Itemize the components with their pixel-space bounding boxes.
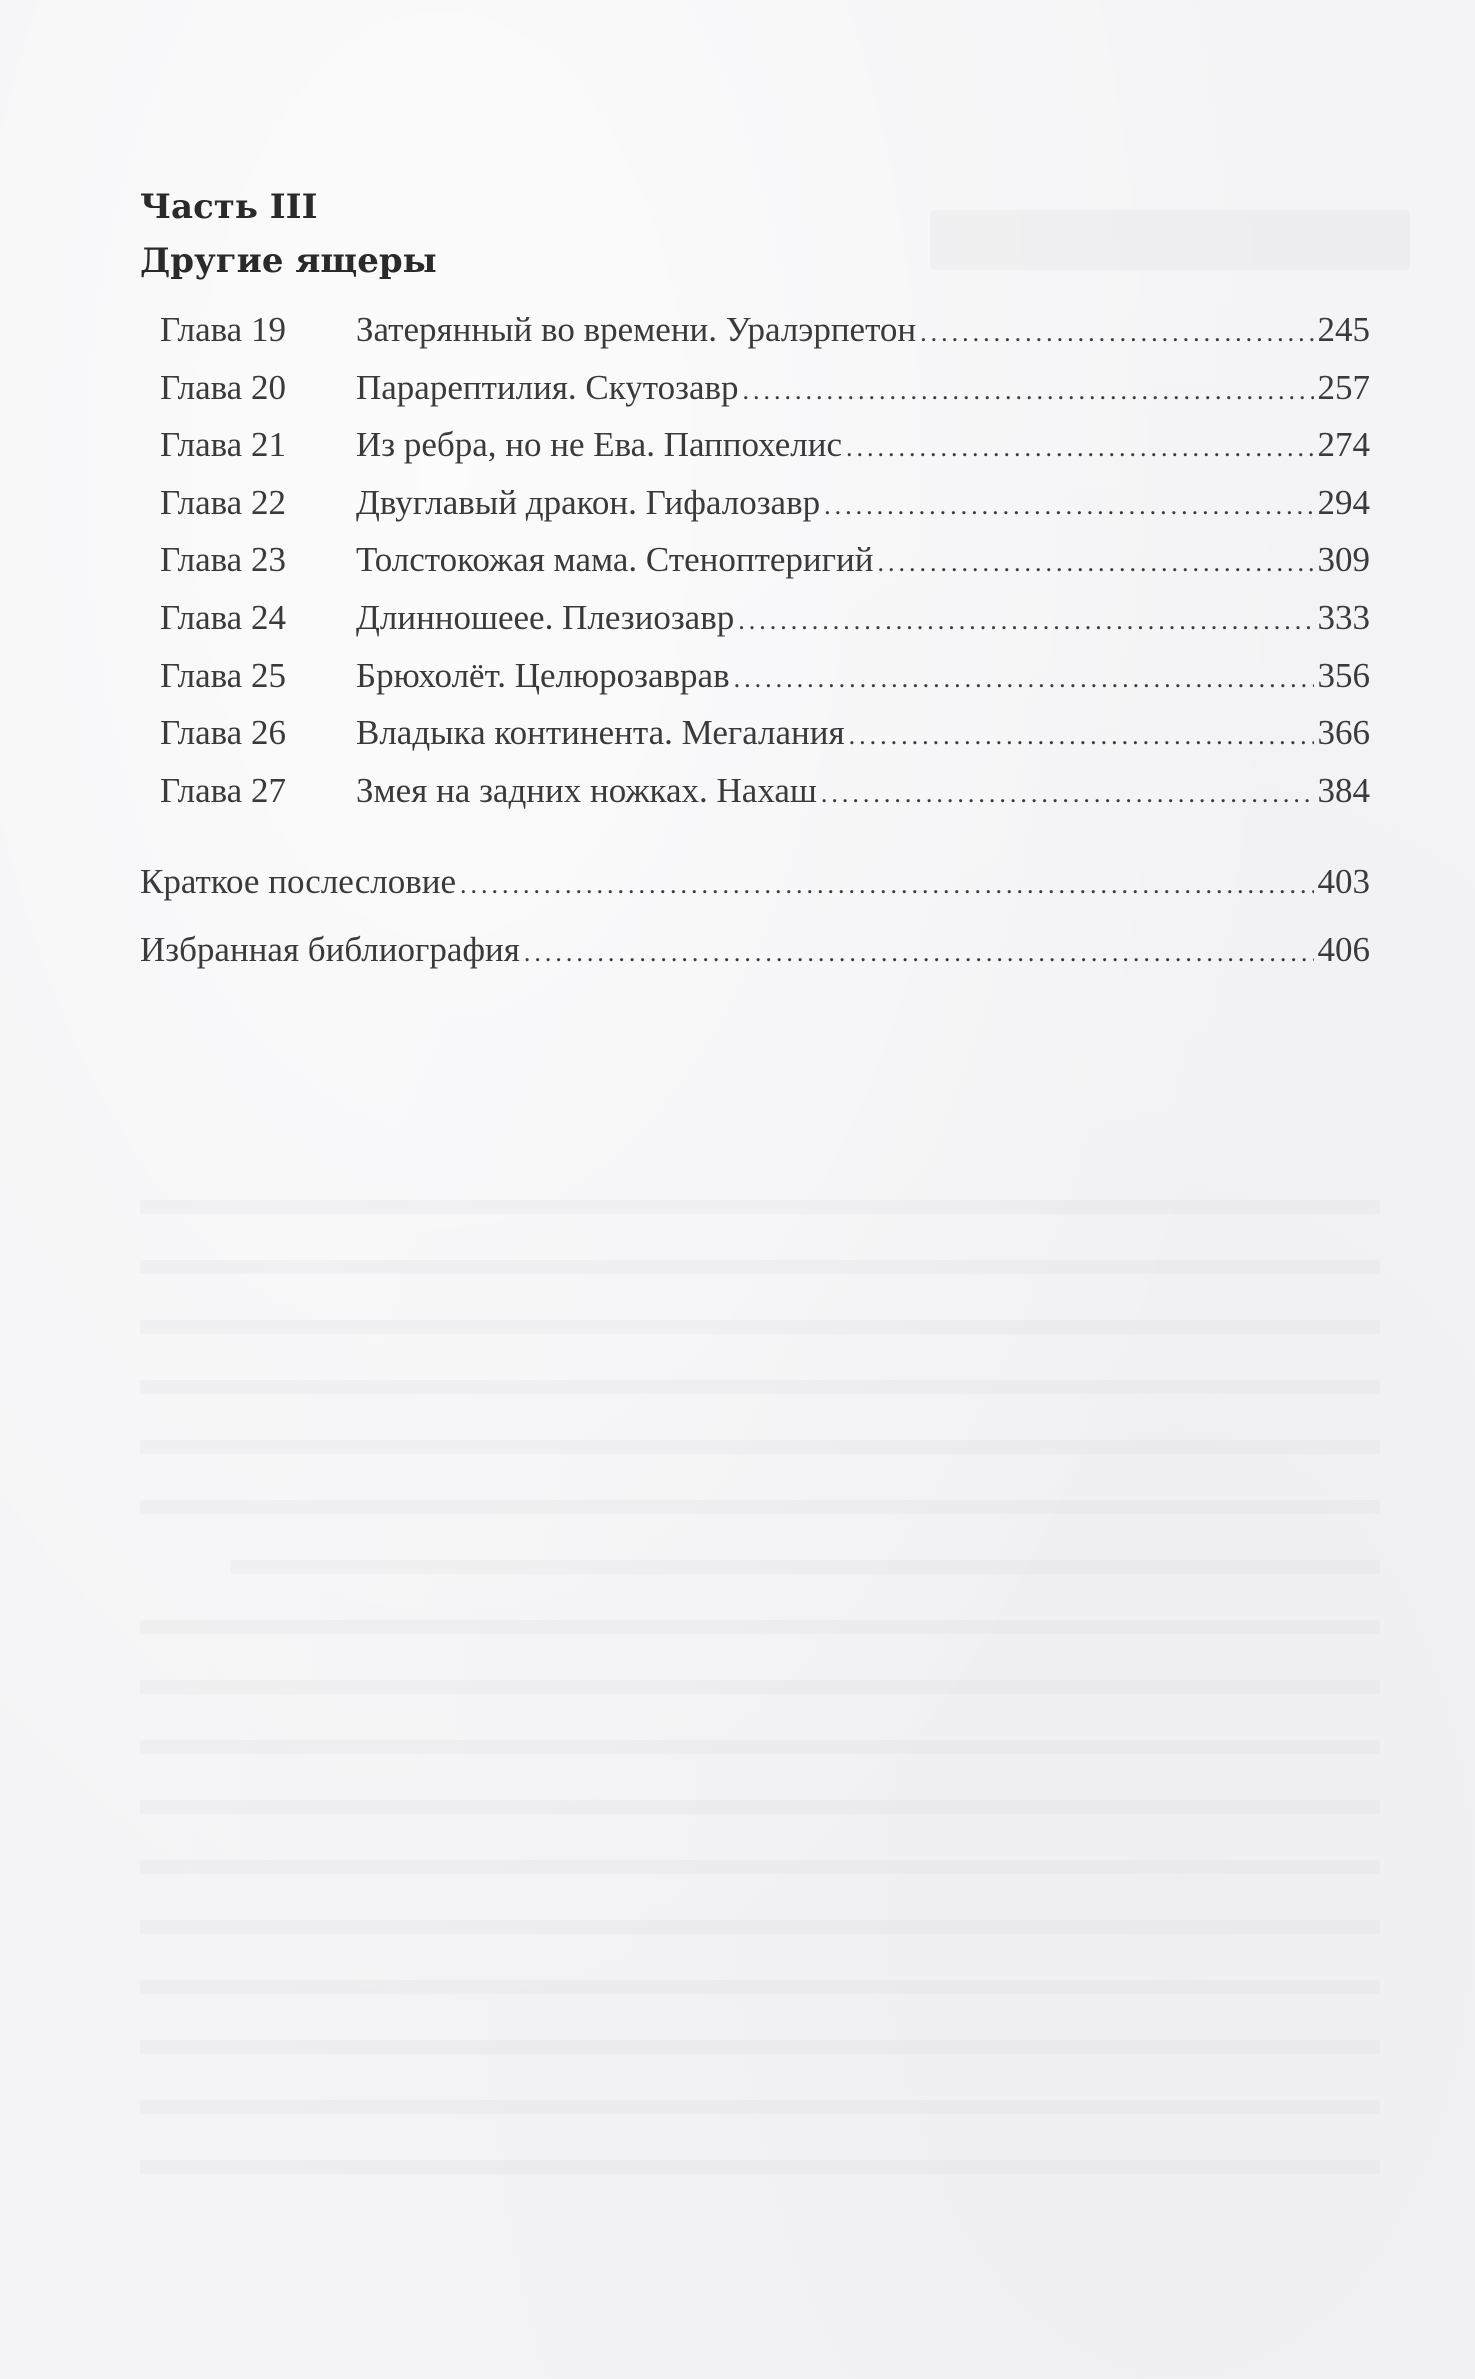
toc-entry-chapter-22[interactable] [160,483,1370,541]
chapter-label: Глава 24 [160,597,286,637]
chapter-title: Затерянный во времени. Уралэрпетон [356,310,917,349]
dot-leader [846,433,1313,463]
chapter-title: Двуглавый дракон. Гифалозавр [356,482,821,522]
chapter-list [160,310,1370,828]
page-number: 257 [1317,367,1370,407]
page-number: 294 [1317,482,1370,522]
page-number: 403 [1317,862,1370,902]
page-number: 333 [1317,597,1370,637]
dot-leader [877,548,1313,578]
back-matter-list [140,862,1370,998]
chapter-label: Глава 20 [160,367,286,407]
toc-entry-afterword[interactable] [140,862,1370,930]
page-number: 309 [1317,540,1370,580]
chapter-title: Из ребра, но не Ева. Паппохелис [356,425,843,465]
chapter-label: Глава 27 [160,770,286,810]
dot-leader [920,318,1313,348]
toc-entry-chapter-19[interactable] [160,310,1370,368]
chapter-label: Глава 19 [160,310,286,349]
toc-entry-chapter-21[interactable] [160,425,1370,483]
toc-entry-chapter-27[interactable] [160,771,1370,829]
dot-leader [824,491,1313,521]
toc-entry-bibliography[interactable] [140,930,1370,998]
chapter-title: Змея на задних ножках. Нахаш [356,770,817,810]
chapter-title: Толстокожая мама. Стеноптеригий [356,540,874,580]
page-number: 274 [1317,425,1370,465]
part-number-heading: Часть III [140,187,318,227]
toc-entry-chapter-20[interactable] [160,368,1370,426]
part-title-heading: Другие ящеры [140,241,437,281]
chapter-title: Парарептилия. Скутозавр [356,367,739,407]
page-number: 384 [1317,770,1370,810]
dot-leader [821,779,1314,809]
page-number: 406 [1317,930,1370,970]
entry-title: Краткое послесловие [140,862,457,902]
chapter-title: Владыка континента. Мегалания [356,713,845,753]
dot-leader [738,606,1313,636]
entry-title: Избранная библиография [140,930,520,970]
chapter-label: Глава 23 [160,540,286,580]
dot-leader [734,664,1314,694]
toc-entry-chapter-25[interactable] [160,656,1370,714]
chapter-title: Длинношеее. Плезиозавр [356,597,735,637]
dot-leader [743,376,1314,406]
chapter-title: Брюхолёт. Целюрозаврав [356,655,730,695]
page-number: 366 [1317,713,1370,753]
toc-entry-chapter-24[interactable] [160,598,1370,656]
dot-leader [849,721,1314,751]
dot-leader [460,870,1313,900]
table-of-contents [140,180,1370,998]
chapter-label: Глава 21 [160,425,286,465]
chapter-label: Глава 26 [160,713,286,753]
page-number: 356 [1317,655,1370,695]
page-number: 245 [1317,310,1370,349]
toc-entry-chapter-26[interactable] [160,713,1370,771]
chapter-label: Глава 25 [160,655,286,695]
toc-entry-chapter-23[interactable] [160,540,1370,598]
chapter-label: Глава 22 [160,482,286,522]
dot-leader [524,938,1314,968]
